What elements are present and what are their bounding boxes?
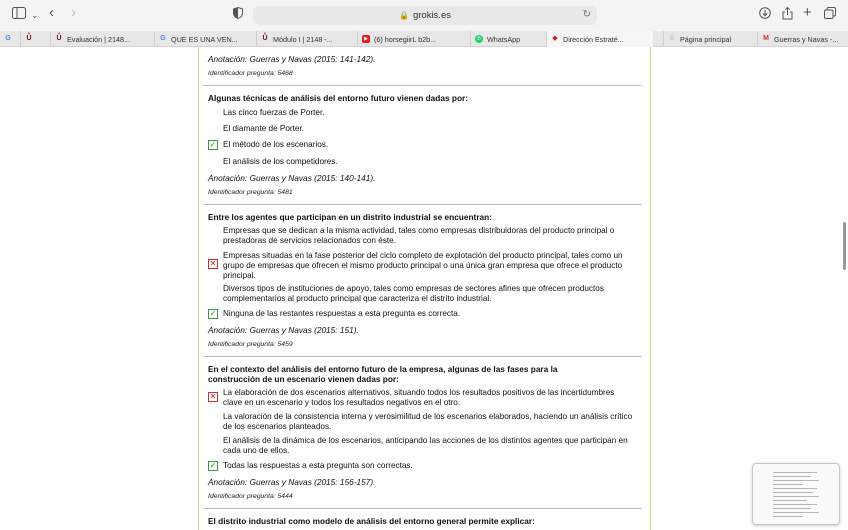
question-separator (203, 508, 642, 509)
whatsapp-icon: ✆ (476, 36, 482, 42)
tab-modulo[interactable] (256, 31, 356, 47)
answer-option: Las cinco fuerzas de Porter. (223, 108, 325, 117)
answer-option: Empresas situadas en la fase posterior del ciclo completo de explotación del producto principal, tales como un grupo de empresas que ofrecen el mismo producto principal o una única gran empresa que ofrece el producto principal. (223, 251, 623, 280)
thumbnail-line (773, 516, 803, 517)
question-identifier: Identificador pregunta: 5481 (208, 189, 293, 196)
reload-icon[interactable]: ↻ (582, 9, 591, 20)
answer-option: Ninguna de las restantes respuestas a esta pregunta es correcta. (223, 309, 461, 318)
wrong-cross-icon: ✕ (209, 259, 217, 268)
annotation: Anotación: Guerras y Navas (2015: 151). (208, 325, 359, 335)
thumbnail-line (773, 488, 817, 489)
browser-toolbar (0, 0, 848, 31)
chevron-down-icon[interactable]: ⌄ (31, 10, 39, 20)
page-thumbnail[interactable] (752, 463, 840, 525)
tab-youtube[interactable] (357, 31, 460, 47)
share-icon[interactable] (782, 7, 793, 24)
question-title: Algunas técnicas de análisis del entorno futuro vienen dadas por: (208, 93, 469, 103)
youtube-icon: ▶ (362, 35, 370, 43)
tab-label: Guerras y Navas -... (774, 34, 839, 44)
tab-que-es[interactable] (154, 31, 253, 47)
question-separator (203, 356, 642, 357)
annotation: Anotación: Guerras y Navas (2015: 141-142). (208, 54, 376, 64)
thumbnail-line (773, 492, 813, 493)
tab-whatsapp[interactable] (470, 31, 546, 47)
thumbnail-line (773, 496, 819, 497)
lock-icon: 🔒 (399, 11, 409, 20)
wrong-cross-icon: ✕ (209, 392, 217, 401)
correct-check-icon: ✓ (209, 461, 217, 470)
privacy-shield-icon[interactable] (233, 7, 243, 23)
question-title: Entre los agentes que participan en un distrito industrial se encuentran: (208, 212, 492, 222)
question-separator (203, 85, 642, 86)
thumbnail-line (773, 500, 807, 501)
gmail-icon: M (763, 35, 769, 42)
correct-check-icon: ✓ (209, 140, 217, 149)
tab-direccion[interactable] (546, 31, 653, 47)
question-title: En el contexto del análisis del entorno futuro de la empresa, algunas de las fases para la construcción de un escenario vienen dadas por: (208, 364, 558, 384)
university-icon: Ů (26, 35, 32, 42)
address-bar[interactable] (253, 6, 597, 25)
tab-evaluacion[interactable] (50, 31, 150, 47)
answer-option: Diversos tipos de instituciones de apoyo, tales como empresas de sectores afines que ofrecen productos complementarios al producto principal que caracteriza el distrito industrial. (223, 284, 604, 303)
tab-label: Módulo I | 2148 -... (273, 34, 333, 44)
download-icon[interactable] (759, 7, 771, 23)
new-tab-icon[interactable]: + (803, 4, 812, 21)
tab-gmail[interactable] (757, 31, 848, 47)
tab-label: QUE ES UNA VEN... (171, 34, 238, 44)
annotation: Anotación: Guerras y Navas (2015: 156-157). (208, 477, 376, 487)
star-icon: ☆ (668, 35, 676, 42)
answer-option: La elaboración de dos escenarios alternativos, situando todos los resultados positivos de las incertidumbres clave en un escenario y todos los resultados negativos en el otro. (223, 388, 615, 407)
university-icon: Ů (262, 35, 268, 42)
annotation: Anotación: Guerras y Navas (2015: 140-141). (208, 173, 376, 183)
scrollbar-thumb[interactable] (843, 222, 846, 270)
tab-label: WhatsApp (487, 34, 521, 44)
google-icon: G (160, 35, 166, 42)
question-separator (203, 204, 642, 205)
tab-google[interactable] (0, 31, 20, 47)
tab-bar (0, 31, 848, 47)
question-identifier: Identificador pregunta: 5468 (208, 70, 293, 77)
question-identifier: Identificador pregunta: 5459 (208, 341, 293, 348)
thumbnail-line (773, 476, 811, 477)
tab-university[interactable] (20, 31, 42, 47)
thumbnail-line (773, 472, 817, 473)
url-text: grokis.es (412, 10, 451, 21)
thumbnail-line (773, 480, 819, 481)
tab-label: Dirección Estraté... (563, 34, 624, 44)
grokis-icon: ◆ (552, 35, 558, 42)
question-identifier: Identificador pregunta: 5444 (208, 493, 293, 500)
google-icon: G (5, 35, 11, 42)
answer-option: El análisis de los competidores. (223, 157, 338, 166)
answer-option: El diamante de Porter. (223, 124, 305, 133)
tab-overview-icon[interactable] (824, 7, 836, 23)
back-icon[interactable]: ‹ (49, 4, 54, 21)
tab-pagina-principal[interactable] (663, 31, 757, 47)
sidebar-icon[interactable] (12, 7, 26, 23)
thumbnail-line (773, 512, 819, 513)
tab-label: Evaluación | 2148... (67, 34, 131, 44)
thumbnail-line (773, 508, 811, 509)
answer-option: El método de los escenarios. (223, 140, 329, 149)
university-icon: Ů (56, 35, 62, 42)
forward-icon[interactable]: › (71, 4, 76, 21)
thumbnail-line (773, 504, 817, 505)
answer-option: Empresas que se dedican a la misma actividad, tales como empresas distribuidoras del producto principal o prestadoras de servicios relacionados con éste. (223, 226, 615, 245)
answer-option: Todas las respuestas a esta pregunta son correctas. (223, 461, 413, 470)
answer-option: El análisis de la dinámica de los escenarios, anticipando las acciones de los distintos agentes que participan en cada uno de ellos. (223, 436, 628, 455)
correct-check-icon: ✓ (209, 309, 217, 318)
tab-label: Página principal (680, 34, 732, 44)
thumbnail-line (773, 484, 803, 485)
tab-label: (6) horsegiirL b2b... (374, 34, 437, 44)
answer-option: La valoración de la consistencia interna y verosimilitud de los escenarios elaborados, haciendo un análisis crítico de los escenarios planteados. (223, 412, 633, 431)
question-title: El distrito industrial como modelo de análisis del entorno general permite explicar: (208, 516, 535, 526)
